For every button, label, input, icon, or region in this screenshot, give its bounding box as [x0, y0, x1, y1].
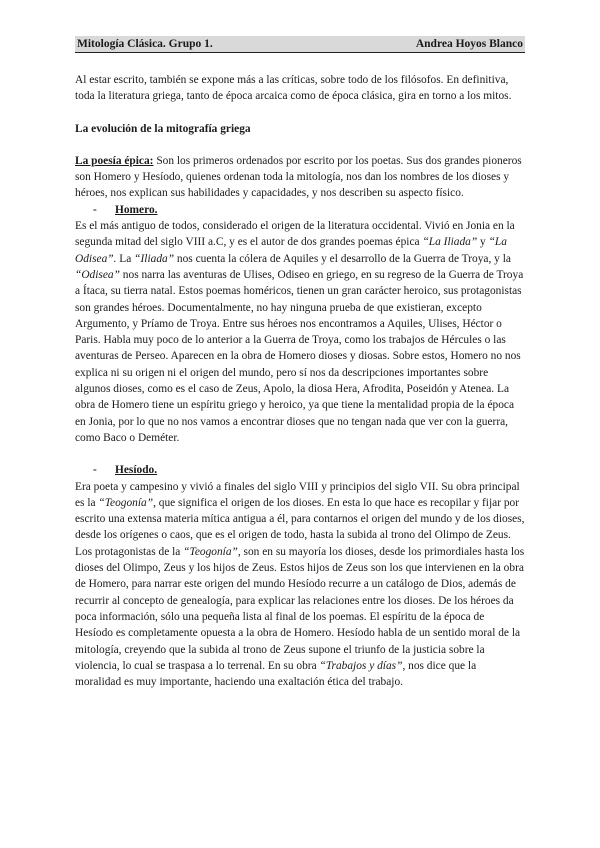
- hesiodo-teogonia-title: “Teogonía”: [98, 496, 154, 509]
- homero-text-4: nos cuenta la cólera de Aquiles y el desarrollo de la Guerra de Troya, y la: [174, 252, 511, 265]
- page-header: [75, 36, 525, 53]
- homero-odisea-ref: “Odisea”: [75, 268, 120, 281]
- section-title: La evolución de la mitografía griega: [75, 122, 251, 135]
- homero-text-3: La: [116, 252, 135, 265]
- hesiodo-bullet: -: [93, 464, 97, 477]
- homero-heading: [93, 202, 525, 218]
- hesiodo-text-3: , son en su mayoría los dioses, desde los primordiales hasta los dioses del Olimpo, Zeus y los hijos de Zeus. Estos hijos de Zeus son los que intervienen en la obra de Homero, para narrar este origen del mundo Hesíodo recurre a un catálogo de Dios, además de recurrir al concepto de genealogía, para explicar las relaciones entre los dioses. De los héroes da poca información, sólo una pequeña lista al final de los poemas. El espíritu de la época de Hesíodo es completamente opuesta a la obra de Homero. Hesíodo habla de un sentido moral de la mitología, creyendo que la subida al trono de Zeus supone el triunfo de la justicia sobre la violencia, lo cual se traspasa a lo terrenal. En su obra: [75, 545, 525, 672]
- epic-paragraph: [75, 153, 525, 202]
- hesiodo-text-1: Era poeta y campesino y vivió a finales del siglo VIII y principios del siglo VII. Su obra principal es la: [75, 480, 520, 509]
- epic-label: La poesía épica:: [75, 154, 154, 167]
- header-author: Andrea Hoyos Blanco: [415, 38, 523, 50]
- homero-bullet: -: [93, 203, 97, 216]
- epic-text: Son los primeros ordenados por escrito por los poetas. Sus dos grandes pioneros son Homero y Hesíodo, quienes ordenan toda la mitología, nos dan los nombres de los dioses y héroes, nos explican sus habilidades y capacidades, y nos describen su aspecto físico.: [75, 154, 522, 200]
- hesiodo-heading: [93, 462, 525, 478]
- homero-odisea-title: “La Odisea”.: [75, 236, 507, 265]
- homero-text-2: y: [477, 236, 489, 249]
- hesiodo-title: Hesíodo.: [115, 464, 158, 477]
- homero-paragraph: [75, 218, 525, 446]
- homero-title: Homero.: [115, 203, 158, 216]
- document-body: [75, 72, 525, 690]
- intro-paragraph: Al estar escrito, también se expone más a las críticas, sobre todo de los filósofos. En definitiva, toda la literatura griega, tanto de época arcaica como de época clásica, gira en torno a los mitos.: [75, 74, 512, 103]
- hesiodo-text-2: , que significa el origen de los dioses. En esta lo que hace es recopilar y fijar por escrito una extensa materia mítica antigua a él, para contarnos el origen del mundo y de los dioses, desde los orígenes o caos, que es el origen de todo, hasta la subida al trono del Olimpo de Zeus. Los protagonistas de la: [75, 496, 525, 558]
- hesiodo-text-4: , nos dice que la moralidad es muy importante, haciendo una exaltación ética del trabajo.: [75, 659, 477, 689]
- header-course-title: Mitología Clásica. Grupo 1.: [77, 38, 213, 50]
- homero-iliada-ref: “Iliada”: [134, 252, 175, 265]
- homero-text-5: nos narra las aventuras de Ulises, Odiseo en griego, en su regreso de la Guerra de Troya a Ítaca, su tierra natal. Estos poemas homéricos, tienen un gran carácter heroico, sus protagonistas son grandes héroes. Documentalmente, no hay ninguna prueba de que existieran, excepto Argumento, y Príamo de Troya. Entre sus héroes nos encontramos a Aquiles, Ulises, Héctor o Paris. Habla muy poco de lo anterior a la Guerra de Troya, como los trabajos de Hércules o las aventuras de Perseo. Aparecen en la obra de Homero dioses y diosas. Sobre estos, Homero no nos explica ni su origen ni el origen del mundo, pero sí nos da descripciones importantes sobre algunos dioses, como es el caso de Zeus, Apolo, la diosa Hera, Afrodita, Poseidón y Atenea. La obra de Homero tiene un espíritu griego y heroico, ya que tiene la mentalidad propia de la época en Jonia, por lo que no nos vamos a encontrar dioses que no tengan nada que ver con la guerra, como Baco o Deméter.: [75, 268, 524, 444]
- homero-text-1: Es el más antiguo de todos, considerado el origen de la literatura occidental. Vivió en Jonia en la segunda mitad del siglo VIII a.C, y es el autor de dos grandes poemas épica: [75, 220, 515, 249]
- hesiodo-paragraph: [75, 479, 525, 691]
- hesiodo-trabajos-title: “Trabajos y días”: [319, 659, 403, 672]
- hesiodo-teogonia-ref: “Teogonía”: [183, 545, 238, 558]
- homero-iliada-title: “La Iliada”: [422, 236, 478, 249]
